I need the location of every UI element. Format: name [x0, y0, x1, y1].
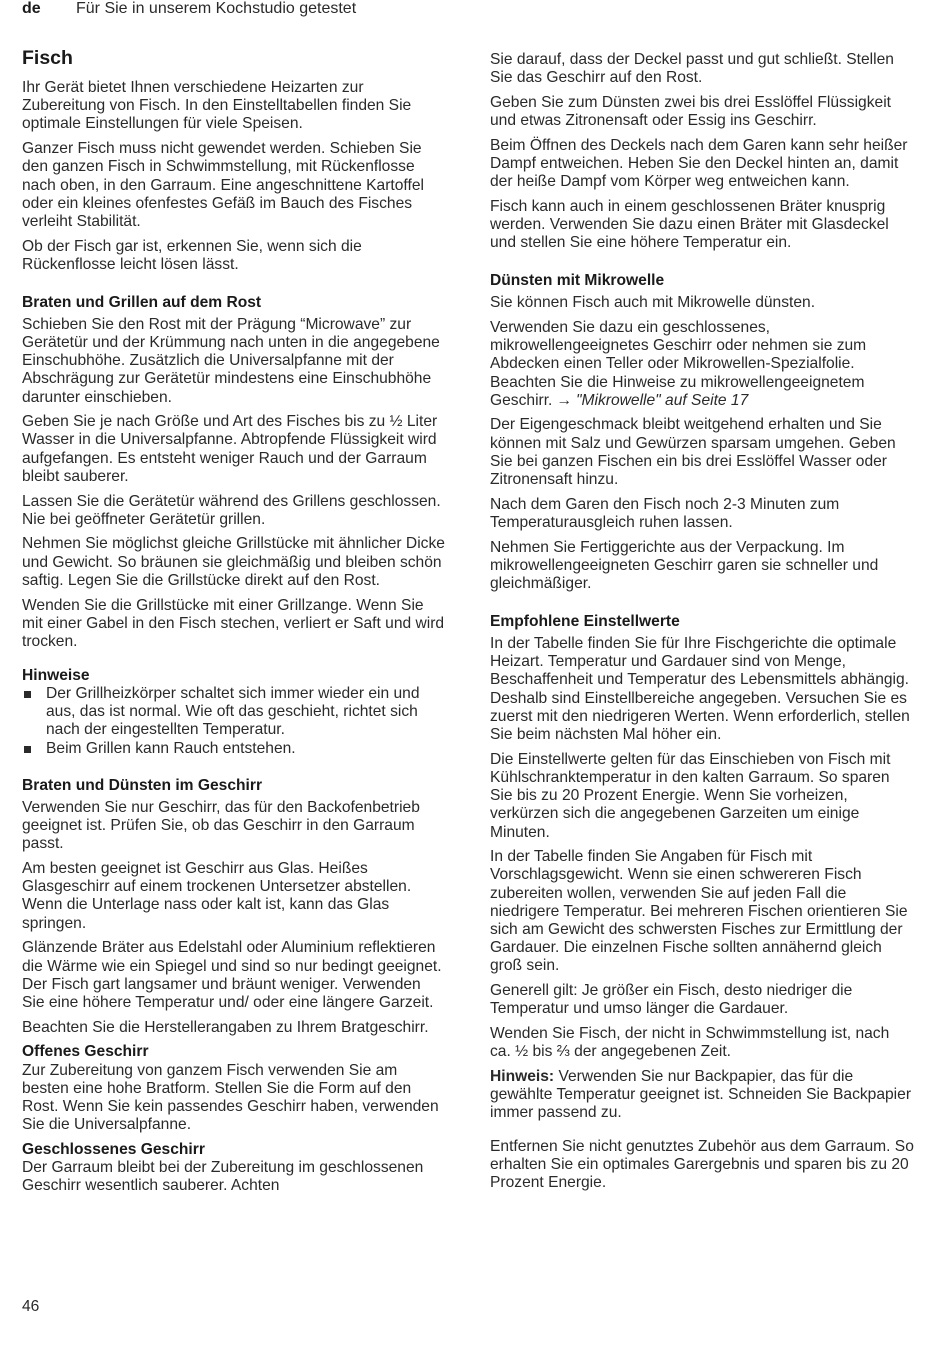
open-dish-heading: Offenes Geschirr: [22, 1043, 149, 1061]
paragraph: Ob der Fisch gar ist, erkennen Sie, wenn sich die Rückenflosse leicht lösen lässt.: [22, 237, 362, 273]
paragraph: Sie können Fisch auch mit Mikrowelle dünsten.: [490, 294, 816, 312]
hints-heading: Hinweise: [22, 666, 90, 684]
paragraph: Verwenden Sie dazu ein geschlossenes, mikrowellengeeignetes Geschirr oder nehmen sie zum Abdecken einen Teller oder Mikrowellen-Spezialfolie. Beachten Sie die Hinweise zu mikrowellengeeignetem Geschirr. → "Mikrowelle" auf Seite 17: [490, 318, 867, 409]
paragraph: Generell gilt: Je größer ein Fisch, desto niedriger die Temperatur und umso länger die Gardauer.: [490, 982, 853, 1018]
paragraph: Die Einstellwerte gelten für das Einschieben von Fisch mit Kühlschranktemperatur in den kalten Garraum. So sparen Sie bis zu 20 Prozent Energie. Wenn Sie vorheizen, verkürzen sich die angegebenen Garzeiten um einige Minuten.: [490, 750, 891, 841]
paragraph: Ihr Gerät bietet Ihnen verschiedene Heizarten zur Zubereitung von Fisch. In den Einstelltabellen finden Sie optimale Einstellungen für viele Speisen.: [22, 79, 412, 133]
subsection-heading-grill: Braten und Grillen auf dem Rost: [22, 293, 262, 311]
paragraph: Am besten geeignet ist Geschirr aus Glas. Heißes Glasgeschirr auf einem trockenen Untersetzer abstellen. Wenn die Unterlage nass oder kalt ist, kann das Glas springen.: [22, 860, 412, 932]
paragraph: Der Eigengeschmack bleibt weitgehend erhalten und Sie können mit Salz und Gewürzen sparsam umgehen. Geben Sie bei ganzen Fischen ein bis drei Esslöffel Wasser oder Zitronensaft hinzu.: [490, 416, 896, 489]
paragraph: Entfernen Sie nicht genutztes Zubehör aus dem Garraum. So erhalten Sie ein optimales Garergebnis und sparen bis zu 20 Prozent Energie.: [490, 1138, 914, 1192]
note-paragraph: Hinweis: Verwenden Sie nur Backpapier, das für die gewählte Temperatur geeignet ist. Schneiden Sie Backpapier immer passend zu.: [490, 1067, 912, 1122]
paragraph: Wenden Sie die Grillstücke mit einer Grillzange. Wenn Sie mit einer Gabel in den Fisch stechen, verliert er Saft und wird trocken.: [22, 596, 445, 650]
bullet-square-icon: [24, 691, 31, 698]
closed-dish-heading: Geschlossenes Geschirr: [22, 1140, 205, 1158]
paragraph: Nehmen Sie möglichst gleiche Grillstücke mit ähnlicher Dicke und Gewicht. So bräunen sie gleichmäßig und bleiben schön saftig. Legen Sie die Grillstücke direkt auf den Rost.: [22, 535, 445, 589]
paragraph: Nehmen Sie Fertiggerichte aus der Verpackung. Im mikrowellengeeigneten Geschirr garen sie schneller und gleichmäßiger.: [490, 538, 879, 593]
paragraph: Glänzende Bräter aus Edelstahl oder Aluminium reflektieren die Wärme wie ein Spiegel und sind so nur bedingt geeignet. Der Fisch gart langsamer und bräunt weniger. Verwenden Sie eine höhere Temperatur und/ oder eine längere Garzeit.: [22, 939, 442, 1011]
bullet-square-icon: [24, 746, 31, 753]
paragraph: Verwenden Sie nur Geschirr, das für den Backofenbetrieb geeignet ist. Prüfen Sie, ob das Geschirr in den Garraum passt.: [22, 798, 420, 853]
subsection-heading-microwave: Dünsten mit Mikrowelle: [490, 272, 665, 290]
paragraph: Beim Öffnen des Deckels nach dem Garen kann sehr heißer Dampf entweichen. Heben Sie den Deckel hinten an, damit der heiße Dampf vom Körper weg entweichen kann.: [490, 136, 908, 191]
arrow-right-icon: →: [556, 391, 572, 409]
paragraph: Wenden Sie Fisch, der nicht in Schwimmstellung ist, nach ca. ½ bis ⅔ der angegebenen Zeit.: [490, 1025, 890, 1061]
paragraph: In der Tabelle finden Sie für Ihre Fischgerichte die optimale Heizart. Temperatur und Gardauer sind von Menge, Beschaffenheit und Temperatur des Lebensmittels abhängig. Deshalb sind Einstellbereiche angegeben. Versuchen Sie es zuerst mit den niedrigeren Werten. Wenn erforderlich, stellen Sie beim nächsten Mal höher ein.: [490, 634, 910, 743]
paragraph: Fisch kann auch in einem geschlossenen Bräter knusprig werden. Verwenden Sie dazu einen Bräter mit Glasdeckel und stellen Sie eine höhere Temperatur ein.: [490, 197, 889, 252]
cross-reference-link[interactable]: "Mikrowelle" auf Seite 17: [575, 391, 749, 409]
paragraph: Sie darauf, dass der Deckel passt und gut schließt. Stellen Sie das Geschirr auf den Rost.: [490, 51, 894, 87]
paragraph: Geben Sie zum Dünsten zwei bis drei Esslöffel Flüssigkeit und etwas Zitronensaft oder Essig ins Geschirr.: [490, 93, 891, 130]
paragraph: In der Tabelle finden Sie Angaben für Fisch mit Vorschlagsgewicht. Wenn sie einen schwereren Fisch zubereiten wollen, verwenden Sie auf jeden Fall die niedrigere Temperatur. Bei mehreren Fischen orientieren Sie sich am Gewicht des schwersten Fisches zur Ermittlung der Gardauer. Die einzelnen Fische sollten annähernd gleich groß sein.: [490, 848, 908, 975]
right-column: [490, 51, 914, 1199]
list-item: Beim Grillen kann Rauch entstehen.: [22, 740, 446, 758]
subsection-heading-dish: Braten und Dünsten im Geschirr: [22, 776, 263, 794]
paragraph: Geben Sie je nach Größe und Art des Fisches bis zu ½ Liter Wasser in die Universalpfanne. Abtropfende Flüssigkeit wird aufgefangen. Es entsteht weniger Rauch und der Garraum bleibt sauberer.: [22, 413, 438, 485]
section-title: Fisch: [22, 47, 73, 69]
page-number: 46: [22, 1298, 40, 1315]
paragraph: Lassen Sie die Gerätetür während des Grillens geschlossen. Nie bei geöffneter Gerätetür grillen.: [22, 492, 441, 528]
language-code: de: [22, 0, 41, 17]
page-header: [22, 0, 928, 24]
paragraph: Der Garraum bleibt bei der Zubereitung im geschlossenen Geschirr wesentlich sauberer. Achten: [22, 1159, 424, 1195]
subsection-heading-recommended: Empfohlene Einstellwerte: [490, 612, 680, 630]
note-label: Hinweis:: [490, 1067, 555, 1085]
hints-list: [22, 685, 446, 758]
paragraph: Nach dem Garen den Fisch noch 2-3 Minuten zum Temperaturausgleich ruhen lassen.: [490, 495, 840, 531]
left-column: [22, 46, 446, 1202]
paragraph: Zur Zubereitung von ganzem Fisch verwenden Sie am besten eine hohe Bratform. Stellen Sie die Form auf den Rost. Wenn Sie kein passendes Geschirr haben, verwenden Sie die Universalpfanne.: [22, 1061, 439, 1134]
paragraph: Schieben Sie den Rost mit der Prägung “Microwave” zur Gerätetür und der Krümmung nach unten in die angegebene Einschubhöhe. Zusätzlich die Universalpfanne mit der Abschrägung zur Gerätetür mindestens eine Einschubhöhe darunter einschieben.: [22, 315, 440, 406]
header-title: Für Sie in unserem Kochstudio getestet: [76, 0, 357, 17]
list-item: Der Grillheizkörper schaltet sich immer wieder ein und aus, das ist normal. Wie oft das geschieht, richtet sich nach der eingestellten Temperatur.: [22, 685, 446, 740]
paragraph: Beachten Sie die Herstellerangaben zu Ihrem Bratgeschirr.: [22, 1018, 429, 1036]
paragraph: Ganzer Fisch muss nicht gewendet werden. Schieben Sie den ganzen Fisch in Schwimmstellung, mit Rückenflosse nach oben, in den Garraum. Eine angeschnittene Kartoffel oder ein kleines ofenfestes Gefäß im Bauch des Fisches verleiht Stabilität.: [22, 140, 424, 230]
